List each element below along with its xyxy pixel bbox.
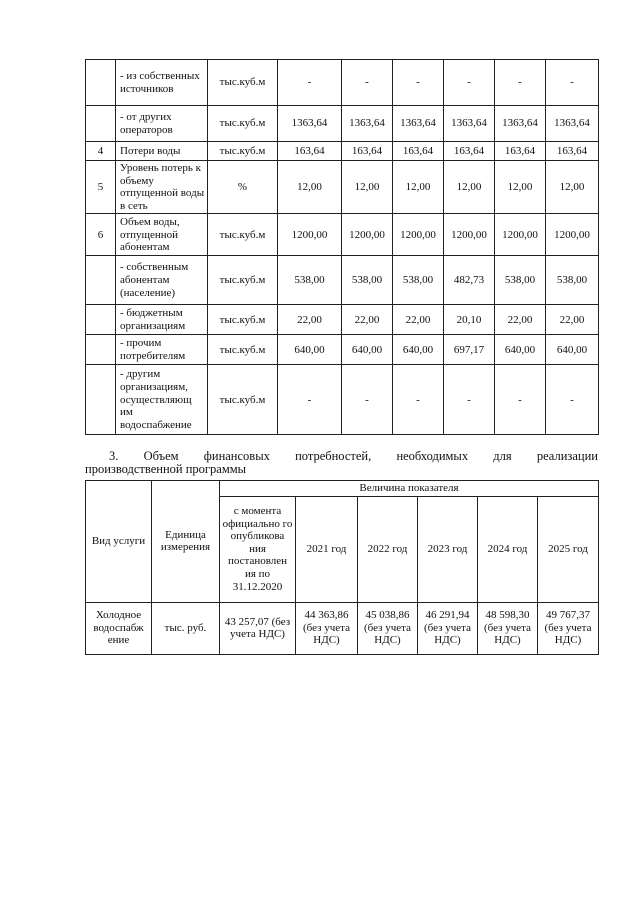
row-value: - bbox=[546, 365, 599, 435]
header-value-group: Величина показателя bbox=[220, 481, 599, 497]
header-period: 2021 год bbox=[296, 496, 358, 602]
row-value: 640,00 bbox=[278, 335, 342, 365]
row-value: 163,64 bbox=[278, 142, 342, 161]
row-value: 45 038,86 (без учета НДС) bbox=[358, 602, 418, 654]
header-period: 2024 год bbox=[478, 496, 538, 602]
row-value: 1200,00 bbox=[393, 214, 444, 256]
row-value: 1363,64 bbox=[278, 106, 342, 142]
row-unit: тыс.куб.м bbox=[208, 335, 278, 365]
row-value: 12,00 bbox=[444, 161, 495, 214]
row-value: - bbox=[546, 60, 599, 106]
row-value: 22,00 bbox=[495, 305, 546, 335]
row-value: 538,00 bbox=[393, 256, 444, 305]
row-value: 22,00 bbox=[342, 305, 393, 335]
row-value: 538,00 bbox=[278, 256, 342, 305]
row-value: 12,00 bbox=[495, 161, 546, 214]
row-number: 5 bbox=[86, 161, 116, 214]
row-value: 1200,00 bbox=[342, 214, 393, 256]
header-period: с момента официально го опубликова ния постановлен ия по 31.12.2020 bbox=[220, 496, 296, 602]
row-value: 482,73 bbox=[444, 256, 495, 305]
row-number bbox=[86, 365, 116, 435]
row-value: - bbox=[278, 365, 342, 435]
financial-needs-table bbox=[85, 480, 599, 655]
row-number bbox=[86, 305, 116, 335]
table-row bbox=[86, 305, 599, 335]
row-value: 538,00 bbox=[495, 256, 546, 305]
table-row bbox=[86, 106, 599, 142]
row-value: 538,00 bbox=[546, 256, 599, 305]
row-value: 640,00 bbox=[546, 335, 599, 365]
row-value: - bbox=[393, 365, 444, 435]
row-value: 640,00 bbox=[495, 335, 546, 365]
water-balance-table bbox=[85, 59, 599, 435]
row-name: Уровень потерь к объему отпущенной воды в сеть bbox=[116, 161, 208, 214]
row-value: 1363,64 bbox=[393, 106, 444, 142]
heading-word: реализации bbox=[536, 449, 598, 463]
row-value: - bbox=[342, 365, 393, 435]
row-value: - bbox=[444, 60, 495, 106]
row-value: 49 767,37 (без учета НДС) bbox=[538, 602, 599, 654]
row-value: - bbox=[393, 60, 444, 106]
row-name: - от других операторов bbox=[116, 106, 208, 142]
row-value: 46 291,94 (без учета НДС) bbox=[418, 602, 478, 654]
row-name: - бюджетным организациям bbox=[116, 305, 208, 335]
row-number: 4 bbox=[86, 142, 116, 161]
header-period: 2022 год bbox=[358, 496, 418, 602]
row-value: - bbox=[495, 365, 546, 435]
row-value: 1363,64 bbox=[444, 106, 495, 142]
row-value: - bbox=[495, 60, 546, 106]
header-period: 2025 год bbox=[538, 496, 599, 602]
table-row bbox=[86, 142, 599, 161]
row-number: 6 bbox=[86, 214, 116, 256]
heading-word: финансовых bbox=[203, 449, 270, 463]
table-row bbox=[86, 214, 599, 256]
row-number bbox=[86, 60, 116, 106]
row-unit: тыс.куб.м bbox=[208, 142, 278, 161]
section-number: 3. bbox=[109, 449, 119, 463]
row-number bbox=[86, 335, 116, 365]
row-value: 1363,64 bbox=[495, 106, 546, 142]
row-value: 22,00 bbox=[393, 305, 444, 335]
row-value: 20,10 bbox=[444, 305, 495, 335]
row-unit: тыс.куб.м bbox=[208, 305, 278, 335]
row-unit: тыс. руб. bbox=[152, 602, 220, 654]
section-heading bbox=[85, 450, 598, 476]
row-name: Объем воды, отпущенной абонентам bbox=[116, 214, 208, 256]
header-period: 2023 год bbox=[418, 496, 478, 602]
row-unit: тыс.куб.м bbox=[208, 60, 278, 106]
row-value: - bbox=[444, 365, 495, 435]
row-value: 12,00 bbox=[278, 161, 342, 214]
row-number bbox=[86, 256, 116, 305]
row-value: 163,64 bbox=[495, 142, 546, 161]
heading-word: для bbox=[493, 449, 512, 463]
row-value: 12,00 bbox=[342, 161, 393, 214]
row-value: 1200,00 bbox=[278, 214, 342, 256]
table-row bbox=[86, 161, 599, 214]
row-value: 43 257,07 (без учета НДС) bbox=[220, 602, 296, 654]
row-value: 1200,00 bbox=[444, 214, 495, 256]
table-row bbox=[86, 256, 599, 305]
table-row bbox=[86, 335, 599, 365]
row-value: 12,00 bbox=[546, 161, 599, 214]
row-value: - bbox=[278, 60, 342, 106]
row-name: - прочим потребителям bbox=[116, 335, 208, 365]
row-unit: % bbox=[208, 161, 278, 214]
row-value: 44 363,86 (без учета НДС) bbox=[296, 602, 358, 654]
row-unit: тыс.куб.м bbox=[208, 256, 278, 305]
row-value: 12,00 bbox=[393, 161, 444, 214]
row-value: 22,00 bbox=[278, 305, 342, 335]
row-value: 22,00 bbox=[546, 305, 599, 335]
row-value: 1200,00 bbox=[546, 214, 599, 256]
heading-word: потребностей, bbox=[295, 449, 372, 463]
row-unit: тыс.куб.м bbox=[208, 106, 278, 142]
header-service: Вид услуги bbox=[86, 481, 152, 603]
row-value: 640,00 bbox=[342, 335, 393, 365]
row-value: - bbox=[342, 60, 393, 106]
table-row bbox=[86, 365, 599, 435]
row-value: 163,64 bbox=[342, 142, 393, 161]
row-value: 1200,00 bbox=[495, 214, 546, 256]
row-value: 163,64 bbox=[444, 142, 495, 161]
row-value: 48 598,30 (без учета НДС) bbox=[478, 602, 538, 654]
row-name: - из собственных источников bbox=[116, 60, 208, 106]
row-value: 163,64 bbox=[546, 142, 599, 161]
row-value: 697,17 bbox=[444, 335, 495, 365]
header-unit: Единица измерения bbox=[152, 481, 220, 603]
row-value: 1363,64 bbox=[342, 106, 393, 142]
row-unit: тыс.куб.м bbox=[208, 365, 278, 435]
heading-word: Объем bbox=[143, 449, 179, 463]
section-heading-line2: производственной программы bbox=[85, 462, 247, 476]
row-value: 163,64 bbox=[393, 142, 444, 161]
row-unit: тыс.куб.м bbox=[208, 214, 278, 256]
row-number bbox=[86, 106, 116, 142]
row-value: 1363,64 bbox=[546, 106, 599, 142]
row-service: Холодное водоспабж ение bbox=[86, 602, 152, 654]
row-name: Потери воды bbox=[116, 142, 208, 161]
row-value: 538,00 bbox=[342, 256, 393, 305]
table-row bbox=[86, 60, 599, 106]
row-name: - собственным абонентам (население) bbox=[116, 256, 208, 305]
row-name: - другим организациям, осуществляющ им водоспабжение bbox=[116, 365, 208, 435]
heading-word: необходимых bbox=[396, 449, 469, 463]
row-value: 640,00 bbox=[393, 335, 444, 365]
